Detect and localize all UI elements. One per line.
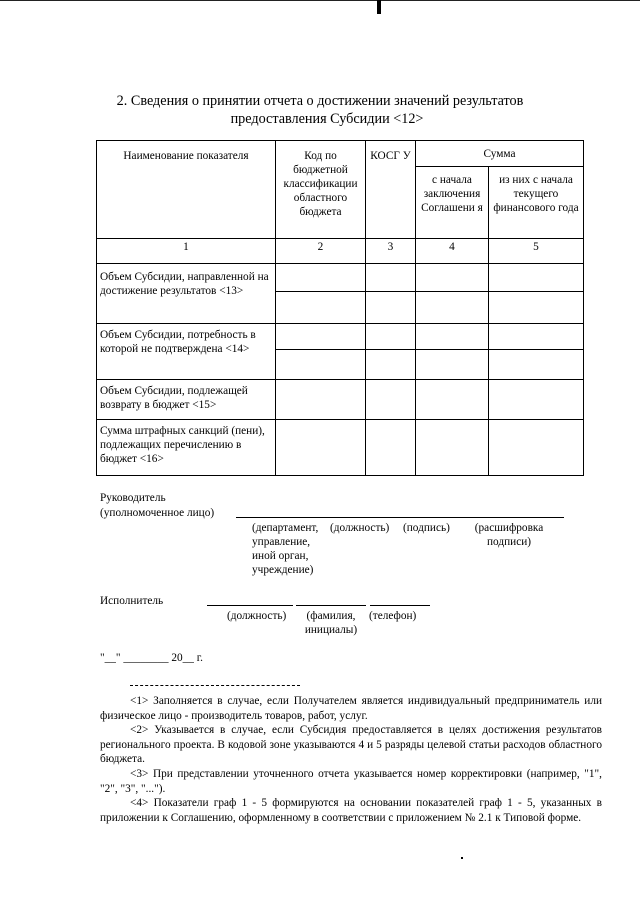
table-cell <box>366 420 416 476</box>
executor-name-line <box>296 605 366 606</box>
scan-top-edge <box>0 0 640 1</box>
column-number-row <box>97 239 584 264</box>
footnote-2: <2> Указывается в случае, если Субсидия предоставляется в целях достижения результатов регионального проекта. В кодовой зоне указываются 4 и 5 разряды целевой статьи расходов областного бюджета. <box>100 724 602 766</box>
table-cell <box>366 324 416 350</box>
executor-position-line <box>207 605 293 606</box>
table-cell <box>276 420 366 476</box>
table-cell <box>366 350 416 380</box>
head-label-authorized: (уполномоченное лицо) <box>100 507 215 519</box>
section-title <box>0 92 640 128</box>
table-cell <box>276 350 366 380</box>
table-cell <box>276 264 366 292</box>
footnote-separator <box>130 685 300 686</box>
header-kosgu: КОСГ У <box>366 141 416 239</box>
table-cell <box>416 324 489 350</box>
table-cell <box>366 264 416 292</box>
head-label: Руководитель <box>100 492 166 504</box>
footnote-3: <3> При представлении уточненного отчета указывается номер корректировки (например, "1", "2", "3", "..."). <box>100 767 602 795</box>
table-cell <box>366 292 416 324</box>
footnotes <box>100 685 602 825</box>
column-number: 3 <box>366 239 416 264</box>
caption-position: (должность) <box>330 522 390 534</box>
table-row <box>97 324 584 350</box>
header-sum: Сумма <box>416 141 584 167</box>
scan-dot <box>461 857 463 859</box>
table-cell <box>489 292 584 324</box>
table-cell <box>489 380 584 420</box>
table-cell <box>416 350 489 380</box>
section-title-line2: предоставления Субсидии <12> <box>230 111 424 127</box>
report-table <box>96 140 584 476</box>
date-line: "__" ________ 20__ г. <box>100 652 203 664</box>
header-sum-from-start: с начала заключения Соглашени я <box>416 167 489 239</box>
footnote-4: <4> Показатели граф 1 - 5 формируются на основании показателей граф 1 - 5, указанных в приложении к Соглашению, оформленному в соответствии с приложением № 2.1 к Типовой форме. <box>100 797 602 824</box>
column-number: 2 <box>276 239 366 264</box>
table-cell <box>366 380 416 420</box>
column-number: 4 <box>416 239 489 264</box>
caption-exec-name: (фамилия, инициалы) <box>304 610 358 636</box>
row-label: Сумма штрафных санкций (пени), подлежащих перечислению в бюджет <16> <box>97 420 276 476</box>
table-cell <box>276 380 366 420</box>
caption-decoding: (расшифровка подписи) <box>474 522 544 548</box>
header-indicator: Наименование показателя <box>97 141 276 239</box>
table-cell <box>489 324 584 350</box>
table-cell <box>489 264 584 292</box>
row-label: Объем Субсидии, потребность в которой не подтверждена <14> <box>97 324 276 380</box>
header-code: Код по бюджетной классификации областного бюджета <box>276 141 366 239</box>
executor-phone-line <box>370 605 430 606</box>
head-signature-line <box>236 517 564 518</box>
footnote-1: <1> Заполняется в случае, если Получателем является индивидуальный предприниматель или физическое лицо - производитель товаров, работ, услуг. <box>100 695 602 722</box>
table-row <box>97 380 584 420</box>
row-label: Объем Субсидии, направленной на достижение результатов <13> <box>97 264 276 324</box>
caption-department: (департамент, управление, иной орган, учреждение) <box>252 522 319 576</box>
executor-label: Исполнитель <box>100 595 164 607</box>
caption-exec-position: (должность) <box>227 610 287 622</box>
table-cell <box>416 420 489 476</box>
table-cell <box>489 350 584 380</box>
header-sum-current-year: из них с начала текущего финансового года <box>489 167 584 239</box>
table-cell <box>276 324 366 350</box>
caption-exec-phone: (телефон) <box>369 610 417 622</box>
column-number: 1 <box>97 239 276 264</box>
table-cell <box>416 292 489 324</box>
scan-mark <box>377 0 381 14</box>
table-row <box>97 420 584 476</box>
section-title-line1: 2. Сведения о принятии отчета о достижении значений результатов <box>116 93 524 109</box>
caption-signature: (подпись) <box>403 522 450 534</box>
column-number: 5 <box>489 239 584 264</box>
table-cell <box>416 380 489 420</box>
table-cell <box>489 420 584 476</box>
table-cell <box>276 292 366 324</box>
table-row <box>97 264 584 292</box>
table-cell <box>416 264 489 292</box>
row-label: Объем Субсидии, подлежащей возврату в бюджет <15> <box>97 380 276 420</box>
